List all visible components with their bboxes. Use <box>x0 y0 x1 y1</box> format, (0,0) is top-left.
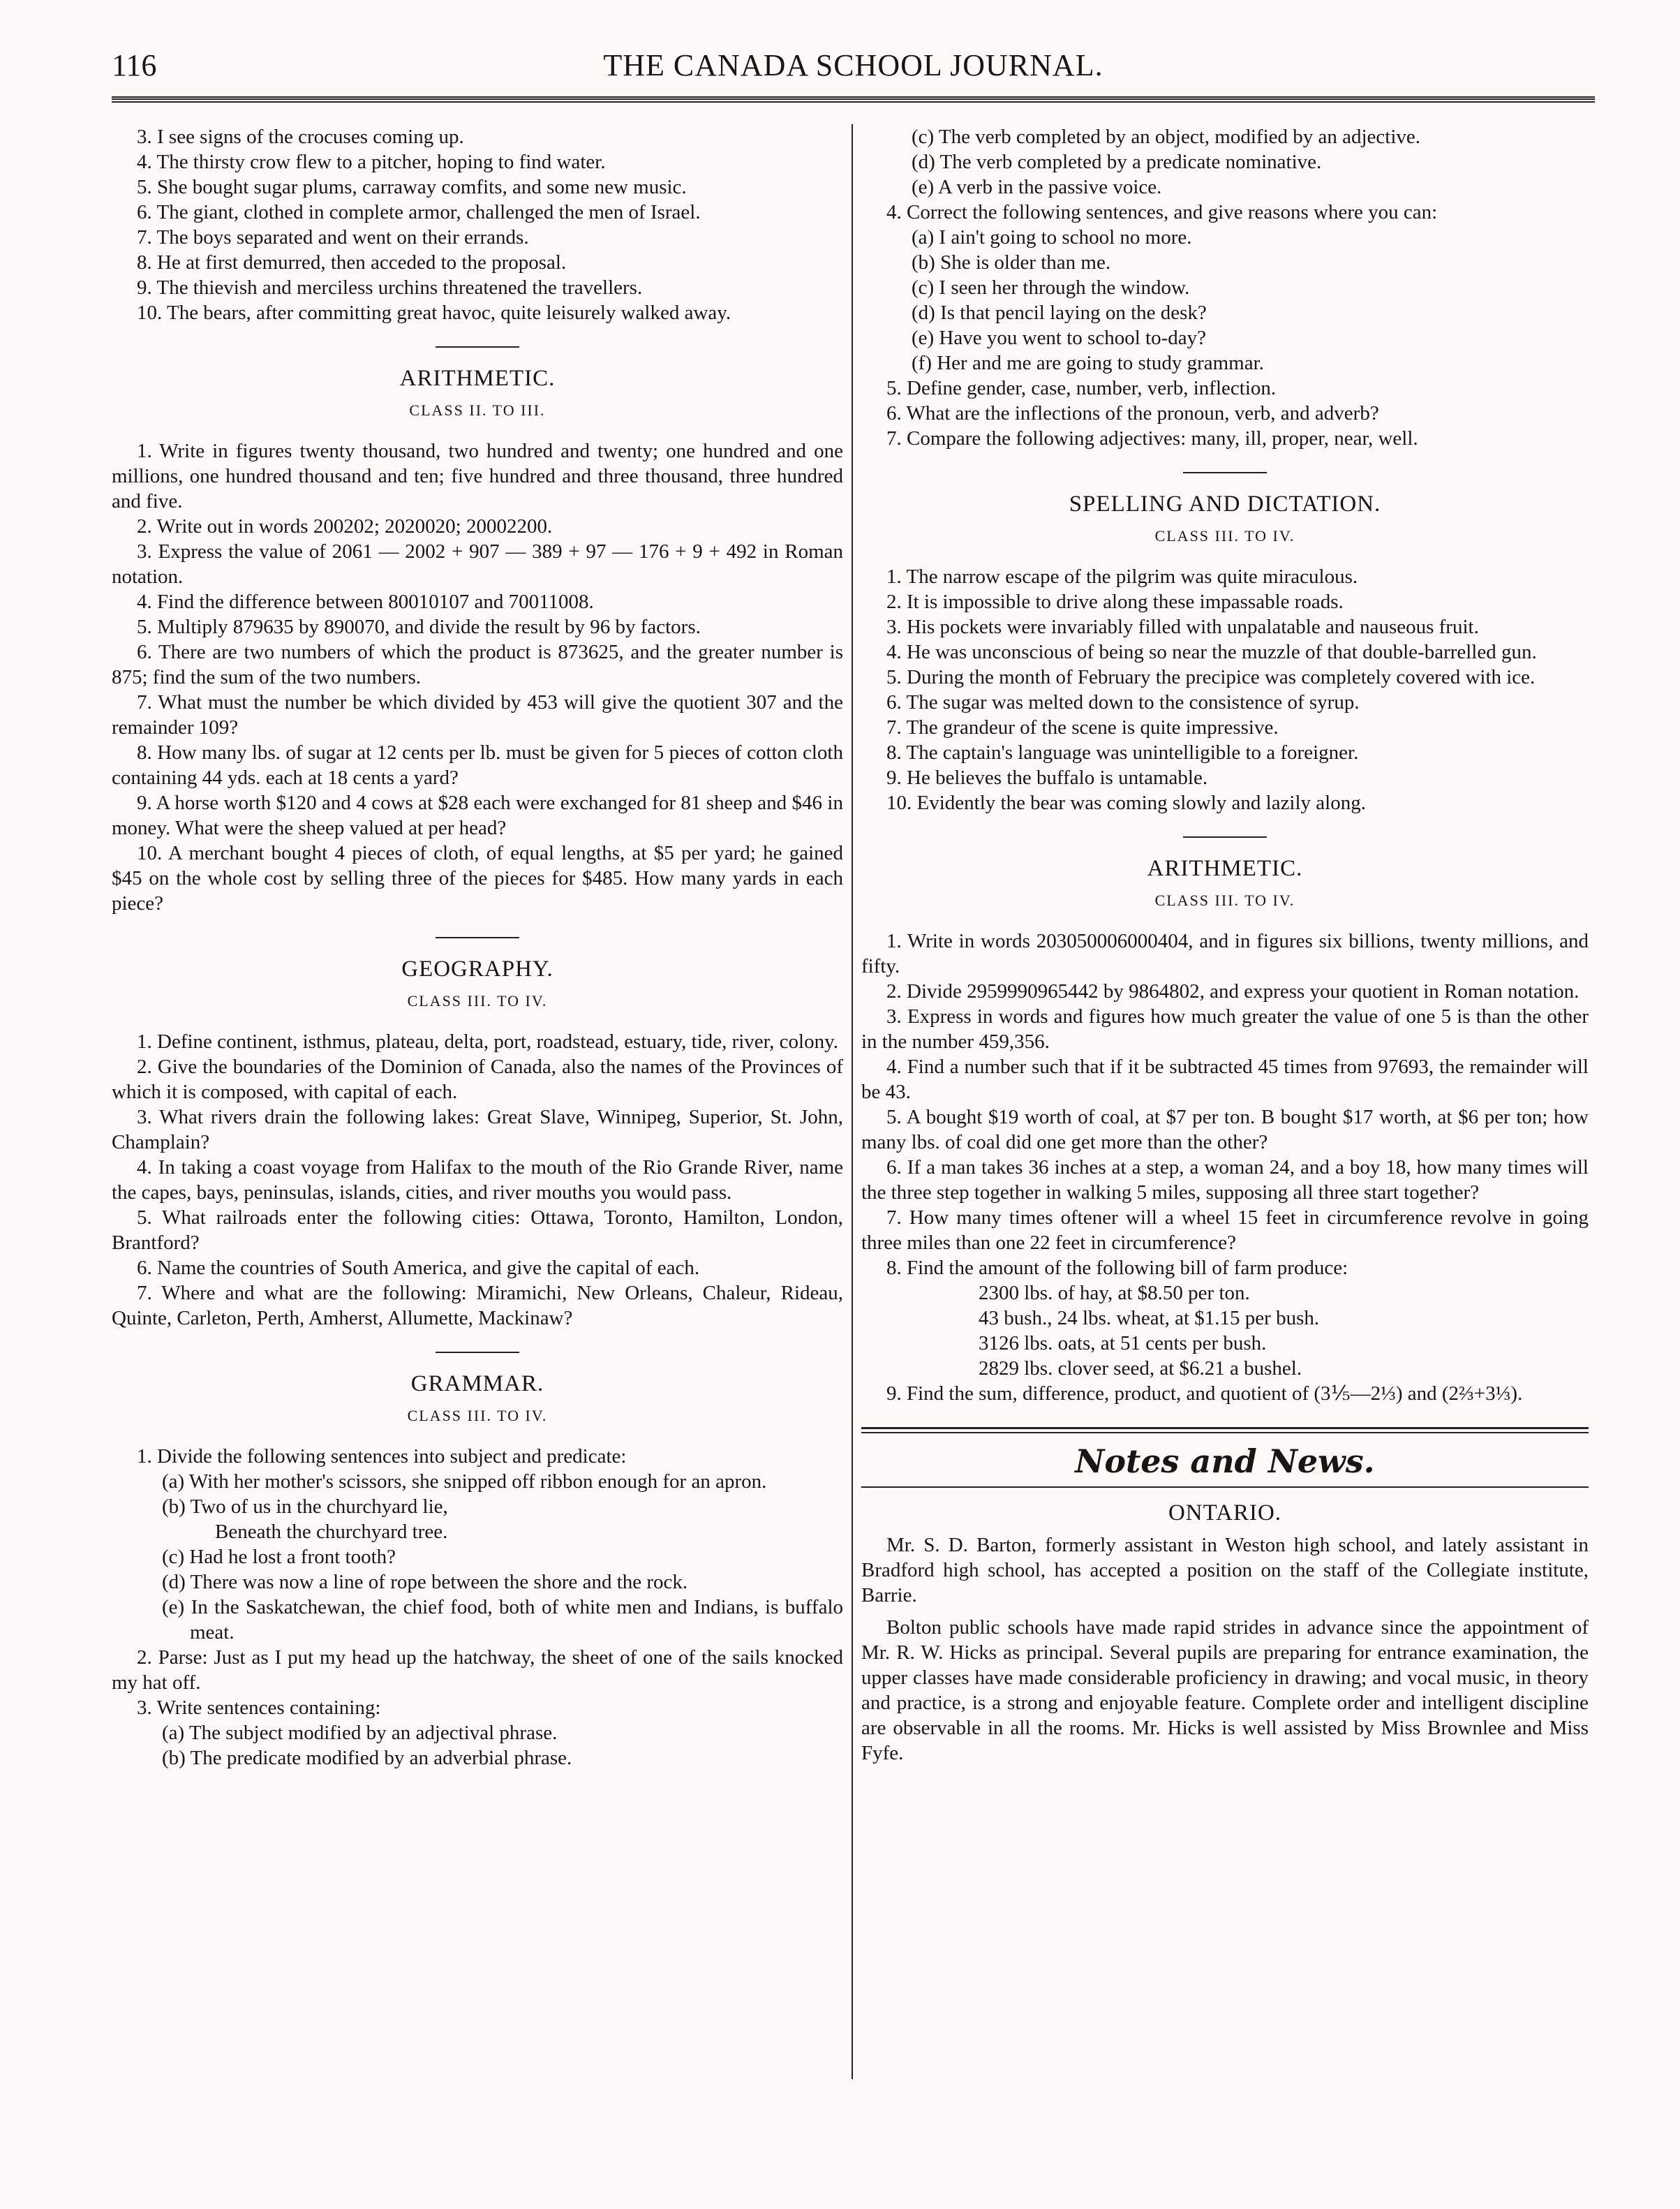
section-heading-spelling: SPELLING AND DICTATION. <box>1069 492 1381 517</box>
question: 5. What railroads enter the following cities: Ottawa, Toronto, Hamilton, London, Brantford? <box>112 1206 843 1254</box>
notes-and-news-title: Notes and News. <box>1075 1442 1375 1480</box>
bill-line: 3126 lbs. oats, at 51 cents per bush. <box>979 1332 1267 1354</box>
section-rule <box>436 937 519 938</box>
question: 1. Divide the following sentences into subject and predicate: <box>137 1445 627 1468</box>
question: 6. What are the inflections of the pronoun, verb, and adverb? <box>886 402 1379 424</box>
sub-question: (c) The verb completed by an object, modified by an adjective. <box>912 126 1421 148</box>
question: 3. What rivers drain the following lakes: Great Slave, Winnipeg, Superior, St. John, Champlain? <box>112 1106 843 1153</box>
class-line: CLASS III. TO IV. <box>1154 527 1295 545</box>
question: 7. Compare the following adjectives: many, ill, proper, near, well. <box>886 427 1418 450</box>
question: 5. Multiply 879635 by 890070, and divide the result by 96 by factors. <box>137 616 701 638</box>
question: 2. It is impossible to drive along these impassable roads. <box>886 591 1344 613</box>
question: 4. Find a number such that if it be subtracted 45 times from 97693, the remainder will be 43. <box>861 1056 1589 1103</box>
question: 2. Divide 2959990965442 by 9864802, and express your quotient in Roman notation. <box>886 980 1579 1003</box>
question: 1. Define continent, isthmus, plateau, delta, port, roadstead, estuary, tide, river, colony. <box>137 1030 838 1053</box>
page-number: 116 <box>112 48 157 82</box>
question: 6. If a man takes 36 inches at a step, a woman 24, and a boy 18, how many times will the three step together in walking 5 miles, supposing all three start together? <box>861 1156 1589 1204</box>
sub-question: (f) Her and me are going to study grammar. <box>912 352 1264 374</box>
sub-question: (c) Had he lost a front tooth? <box>162 1546 396 1568</box>
header-rule <box>112 96 1595 103</box>
question: 9. Find the sum, difference, product, and quotient of (3⅕—2⅓) and (2⅔+3⅓). <box>886 1382 1523 1405</box>
news-paragraph: Bolton public schools have made rapid strides in advance since the appointment of Mr. R. W. Hicks as principal. Several pupils are preparing for entrance examination, the upper classes have made considerable proficiency in drawing; and vocal music, in theory and practice, is a strong and enjoyable feature. Complete order and intelligent discipline are observable in all the rooms. Mr. Hicks is well assisted by Miss Brownlee and Miss Fyfe. <box>861 1616 1589 1764</box>
sub-question: (c) I seen her through the window. <box>912 276 1190 299</box>
question: 4. Correct the following sentences, and give reasons where you can: <box>886 201 1438 223</box>
question: 5. Define gender, case, number, verb, inflection. <box>886 377 1277 399</box>
question: 6. There are two numbers of which the product is 873625, and the greater number is 875; find the sum of the two numbers. <box>112 641 843 688</box>
sub-question: (a) With her mother's scissors, she snipped off ribbon enough for an apron. <box>162 1470 767 1493</box>
bill-line: 2829 lbs. clover seed, at $6.21 a bushel. <box>979 1357 1302 1380</box>
question: 10. Evidently the bear was coming slowly and lazily along. <box>886 792 1366 814</box>
left-column <box>112 124 843 1771</box>
sub-question: (e) A verb in the passive voice. <box>912 176 1162 198</box>
list-item: 6. The giant, clothed in complete armor, challenged the men of Israel. <box>137 201 701 223</box>
section-heading-ontario: ONTARIO. <box>1168 1500 1282 1525</box>
question: 3. Write sentences containing: <box>137 1697 381 1719</box>
section-rule <box>436 1352 519 1353</box>
sub-question: (a) The subject modified by an adjectival phrase. <box>162 1722 558 1744</box>
question: 8. The captain's language was unintelligible to a foreigner. <box>886 741 1359 764</box>
section-heading-geography: GEOGRAPHY. <box>401 956 553 982</box>
notes-rule <box>861 1427 1589 1433</box>
question: 7. What must the number be which divided by 453 will give the quotient 307 and the remainder 109? <box>112 691 843 739</box>
question: 10. A merchant bought 4 pieces of cloth, of equal lengths, at $5 per yard; he gained $45 on the whole cost by selling three of the pieces for $485. How many yards in each piece? <box>112 842 843 915</box>
sub-question: (d) The verb completed by a predicate nominative. <box>912 151 1322 173</box>
sub-question: (d) Is that pencil laying on the desk? <box>912 302 1207 324</box>
question: 5. During the month of February the precipice was completely covered with ice. <box>886 666 1536 688</box>
question: 4. Find the difference between 80010107 and 70011008. <box>137 591 594 613</box>
list-item: 7. The boys separated and went on their errands. <box>137 226 529 249</box>
question: 1. Write in figures twenty thousand, two hundred and twenty; one hundred and one millions, one hundred thousand and ten; five hundred and three thousand, three hundred and five. <box>112 440 843 512</box>
sub-question: (d) There was now a line of rope between the shore and the rock. <box>162 1571 688 1593</box>
section-rule <box>436 346 519 348</box>
question: 2. Parse: Just as I put my head up the hatchway, the sheet of one of the sails knocked my hat off. <box>112 1646 843 1694</box>
list-item: 3. I see signs of the crocuses coming up. <box>137 126 464 148</box>
class-line: CLASS III. TO IV. <box>1154 892 1295 909</box>
question: 5. A bought $19 worth of coal, at $7 per ton. B bought $17 worth, at $6 per ton; how many lbs. of coal did one get more than the other? <box>861 1106 1589 1153</box>
question: 9. He believes the buffalo is untamable. <box>886 767 1208 789</box>
question: 2. Give the boundaries of the Dominion of Canada, also the names of the Provinces of which it is composed, with capital of each. <box>112 1056 843 1103</box>
class-line: CLASS III. TO IV. <box>407 992 548 1010</box>
question: 6. Name the countries of South America, and give the capital of each. <box>137 1257 700 1279</box>
list-item: 10. The bears, after committing great havoc, quite leisurely walked away. <box>137 302 731 324</box>
class-line: CLASS II. TO III. <box>409 401 546 419</box>
question: 1. Write in words 203050006000404, and in figures six billions, twenty millions, and fifty. <box>861 930 1589 977</box>
sub-question: (e) Have you went to school to-day? <box>912 327 1206 349</box>
bill-line: 2300 lbs. of hay, at $8.50 per ton. <box>979 1282 1250 1304</box>
journal-title: THE CANADA SCHOOL JOURNAL. <box>603 48 1103 82</box>
section-heading-arithmetic: ARITHMETIC. <box>399 366 556 391</box>
bill-line: 43 bush., 24 lbs. wheat, at $1.15 per bush. <box>979 1307 1320 1329</box>
notes-rule-thin <box>861 1486 1589 1488</box>
question: 7. The grandeur of the scene is quite impressive. <box>886 716 1279 739</box>
question: 4. He was unconscious of being so near the muzzle of that double-barrelled gun. <box>886 641 1537 663</box>
question: 9. A horse worth $120 and 4 cows at $28 each were exchanged for 81 sheep and $46 in money. What were the sheep valued at per head? <box>112 792 843 839</box>
question: 6. The sugar was melted down to the consistence of syrup. <box>886 691 1360 714</box>
question: 3. Express in words and figures how much greater the value of one 5 is than the other in the number 459,356. <box>861 1005 1589 1053</box>
question: 8. Find the amount of the following bill of farm produce: <box>886 1257 1348 1279</box>
news-paragraph: Mr. S. D. Barton, formerly assistant in Weston high school, and lately assistant in Bradford high school, has accepted a position on the staff of the Collegiate institute, Barrie. <box>861 1534 1589 1606</box>
sub-question: (b) The predicate modified by an adverbial phrase. <box>162 1747 572 1769</box>
section-heading-grammar: GRAMMAR. <box>410 1371 544 1396</box>
question: 3. His pockets were invariably filled with unpalatable and nauseous fruit. <box>886 616 1479 638</box>
sub-question: (b) Two of us in the churchyard lie, <box>162 1495 448 1518</box>
verse-line: Beneath the churchyard tree. <box>215 1521 448 1543</box>
list-item: 4. The thirsty crow flew to a pitcher, hoping to find water. <box>137 151 606 173</box>
page-header <box>112 47 1595 96</box>
column-divider <box>852 124 853 2079</box>
list-item: 9. The thievish and merciless urchins threatened the travellers. <box>137 276 643 299</box>
question: 2. Write out in words 200202; 2020020; 20002200. <box>137 515 553 538</box>
section-rule <box>1183 836 1267 838</box>
list-item: 8. He at first demurred, then acceded to the proposal. <box>137 251 567 274</box>
right-column <box>861 124 1589 1766</box>
question: 8. How many lbs. of sugar at 12 cents per lb. must be given for 5 pieces of cotton cloth containing 44 yds. each at 18 cents a yard? <box>112 741 843 789</box>
question: 1. The narrow escape of the pilgrim was quite miraculous. <box>886 566 1358 588</box>
question: 7. Where and what are the following: Miramichi, New Orleans, Chaleur, Rideau, Quinte, Carleton, Perth, Amherst, Allumette, Mackinaw? <box>112 1282 843 1329</box>
sub-question: (b) She is older than me. <box>912 251 1111 274</box>
class-line: CLASS III. TO IV. <box>407 1407 548 1424</box>
question: 3. Express the value of 2061 — 2002 + 907 — 389 + 97 — 176 + 9 + 492 in Roman notation. <box>112 540 843 588</box>
question: 7. How many times oftener will a wheel 15 feet in circumference revolve in going three miles than one 22 feet in circumference? <box>861 1206 1589 1254</box>
question: 4. In taking a coast voyage from Halifax to the mouth of the Rio Grande River, name the capes, bays, peninsulas, islands, cities, and river mouths you would pass. <box>112 1156 843 1204</box>
list-item: 5. She bought sugar plums, carraway comfits, and some new music. <box>137 176 687 198</box>
sub-question: (e) In the Saskatchewan, the chief food, both of white men and Indians, is buffalo meat. <box>162 1596 843 1643</box>
sub-question: (a) I ain't going to school no more. <box>912 226 1192 249</box>
section-heading-arithmetic: ARITHMETIC. <box>1147 856 1303 881</box>
section-rule <box>1183 472 1267 473</box>
